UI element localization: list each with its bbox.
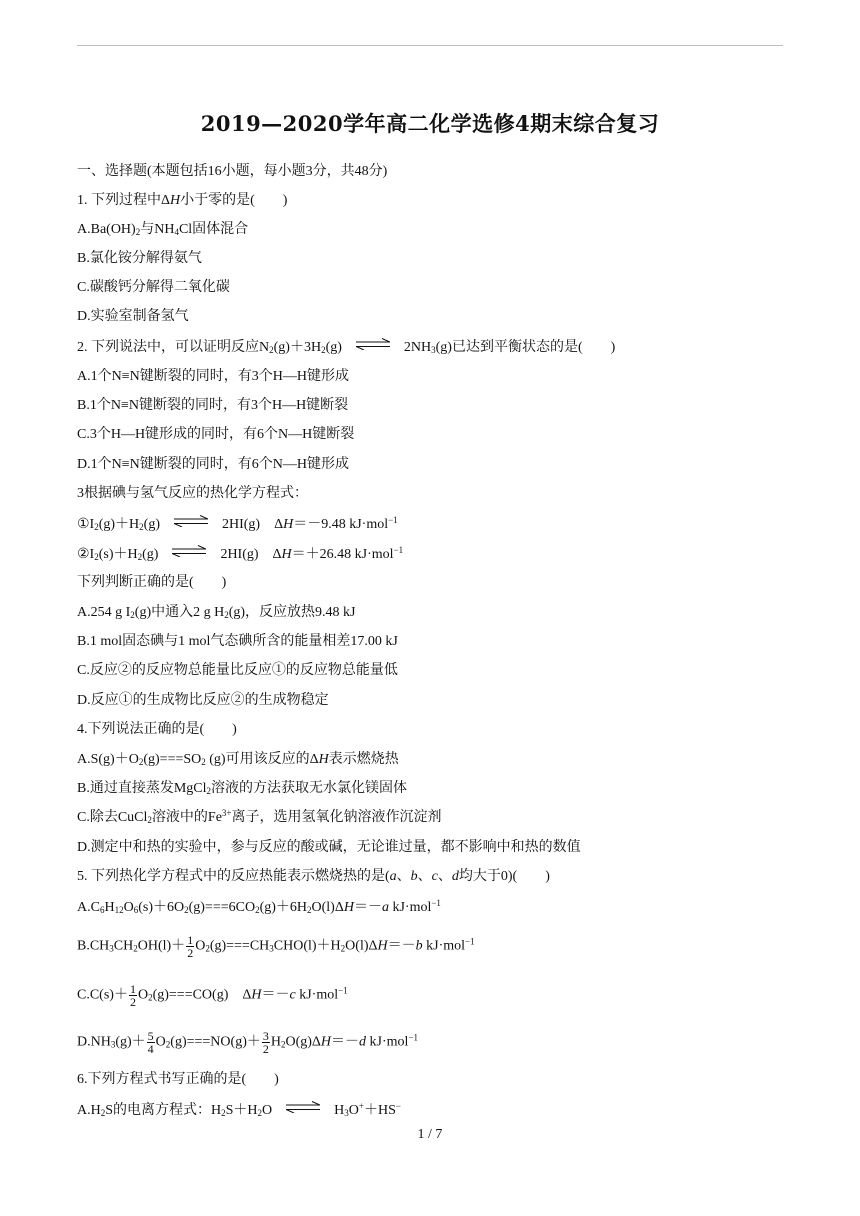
- text-line: D.实验室制备氢气: [77, 309, 189, 324]
- text-line: 6.下列方程式书写正确的是( ): [77, 1072, 279, 1087]
- text-line: $②I_2(s)+H_2(g)$ 2HI(g) ΔH＝＋26.48 kJ·mol$^{-1}$: [77, 545, 404, 562]
- text-line: B.氯化铵分解得氨气: [77, 251, 202, 266]
- text-line: 4.下列说法正确的是( ): [77, 722, 237, 737]
- document-title: 2019—2020学年高二化学选修4期末综合复习: [200, 111, 660, 136]
- text-line: $A.S(g)+O_2(g)===SO_2$ (g)可用该反应的ΔH表示燃烧热: [77, 752, 399, 767]
- text-line: 一、选择题(本题包括16小题，每小题3分，共48分): [77, 164, 388, 179]
- text-line: D.反应①的生成物比反应②的生成物稳定: [77, 693, 329, 708]
- text-line: 5. 下列热化学方程式中的反应热能表示燃烧热的是(a、b、c、d均大于0)( ): [77, 869, 550, 884]
- text-line: $A.Ba(OH)_2$与$NH_4Cl$固体混合: [77, 222, 249, 237]
- text-line: C.3个H—H键形成的同时，有6个N—H键断裂: [77, 427, 355, 442]
- text-line: $A.C_6H_{12}O_6(s)+6O_2(g)===6CO_2(g)+6H_2O(l)\Delta H=-a$ kJ·mol$^{-1}$: [77, 898, 441, 915]
- text-line: 下列判断正确的是( ): [77, 575, 227, 590]
- header-rule: [77, 45, 783, 46]
- text-line: B.1个N≡N键断裂的同时，有3个H—H键断裂: [77, 398, 349, 413]
- text-line: D.1个N≡N键断裂的同时，有6个N—H键形成: [77, 457, 349, 472]
- text-line: 3根据碘与氢气反应的热化学方程式：: [77, 486, 308, 501]
- text-line: C.反应②的反应物总能量比反应①的反应物总能量低: [77, 663, 398, 678]
- text-line: $D.NH_3(g)+$ $\frac{5}{4}$ $O_2(g)===NO(g)+$ $\frac{3}{2}$ $H_2O(g)\Delta H=-d$ kJ·mol$^{-1}$: [77, 1029, 419, 1056]
- text-line: B.通过直接蒸发MgCl$_2$溶液的方法获取无水氯化镁固体: [77, 781, 408, 796]
- text-line: C.碳酸钙分解得二氧化碳: [77, 280, 230, 295]
- text-line: $B.CH_3CH_2OH(l)+$ $\frac{1}{2}$ $O_2(g)===CH_3CHO(l)+H_2O(l)\Delta H=-b$ kJ·mol$^{-1}$: [77, 933, 475, 960]
- text-line: C.除去CuCl$_2$溶液中的$Fe^{3+}$离子，选用氢氧化钠溶液作沉淀剂: [77, 808, 442, 825]
- text-line: A.1个N≡N键断裂的同时，有3个H—H键形成: [77, 369, 349, 384]
- text-line: 1. 下列过程中ΔH小于零的是( ): [77, 193, 288, 208]
- text-line: $①I_2(g)+H_2(g)$ 2HI(g) ΔH＝－9.48 kJ·mol$^{-1}$: [77, 515, 398, 532]
- text-line: $A.H_2S$的电离方程式：$H_2S+H_2O$ $H_3O^++HS^-$: [77, 1101, 401, 1118]
- text-line: 2. 下列说法中，可以证明反应$N_2(g)+3H_2(g)$ $2NH_3(g)$已达到平衡状态的是( ): [77, 340, 616, 355]
- text-line: A.254 g $I_2(g)$中通入2 g $H_2(g)$，反应放热9.48 kJ: [77, 605, 356, 620]
- text-line: C.C(s)＋ $\frac{1}{2}$ $O_2(g)===CO(g)$ ΔH＝－c kJ·mol$^{-1}$: [77, 982, 348, 1009]
- text-line: D.测定中和热的实验中，参与反应的酸或碱，无论谁过量，都不影响中和热的数值: [77, 840, 581, 855]
- page-number: 1 / 7: [417, 1127, 443, 1142]
- text-line: B.1 mol固态碘与1 mol气态碘所含的能量相差17.00 kJ: [77, 634, 398, 649]
